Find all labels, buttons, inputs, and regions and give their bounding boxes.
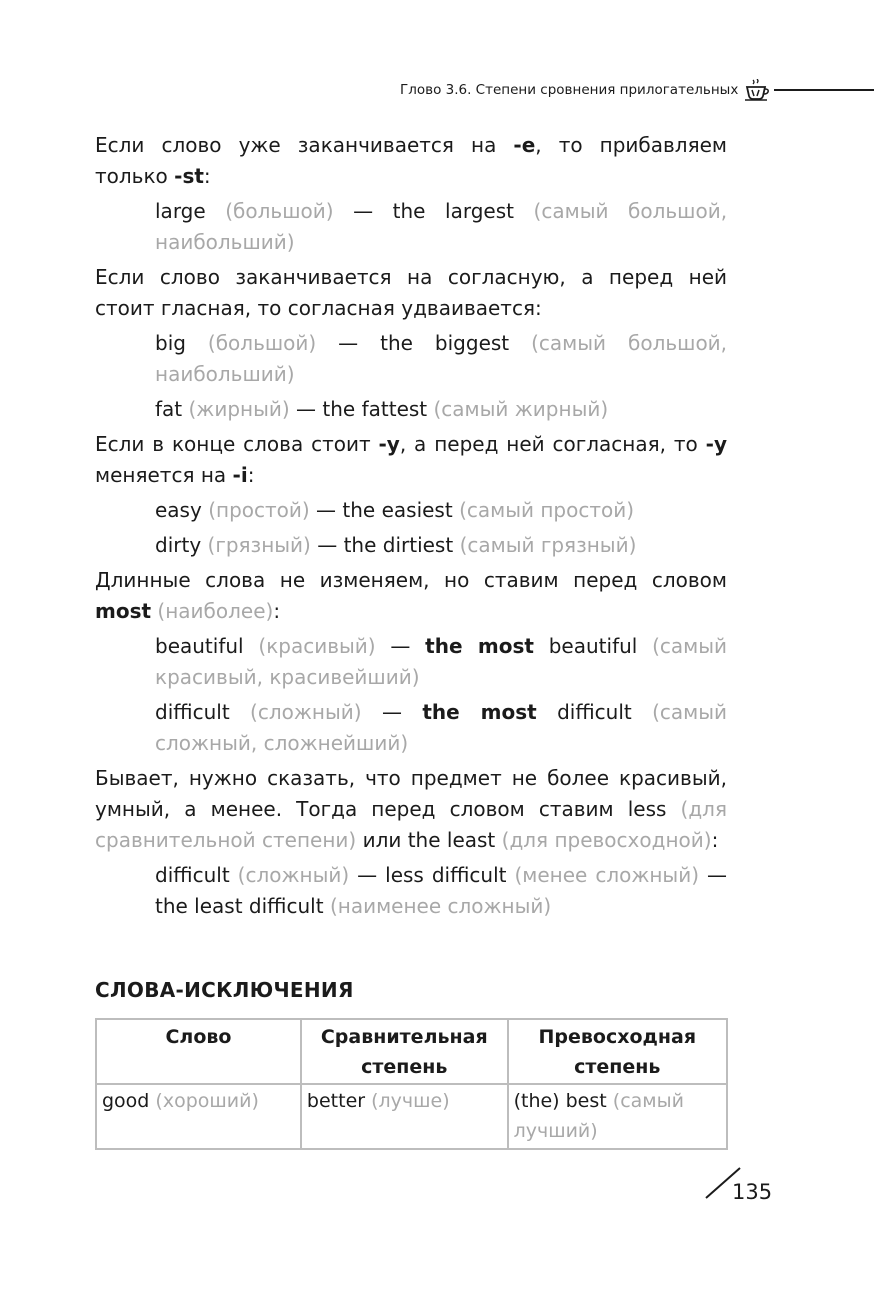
rule-paragraph: Если слово заканчивается на согласную, а перед ней стоит гласная, то согласная удваивается: [95,265,727,320]
table-header-row [96,1019,727,1084]
example: difficult (сложный) — the most difficult (самый сложный, сложнейший) [155,700,728,755]
column-header: Сравнительная степень [301,1019,508,1084]
rule-paragraph: Бывает, нужно сказать, что предмет не более красивый, умный, а менее. Тогда перед словом ставим less (для сравнительной степени) или the least (для превосходной): [95,766,727,852]
example: big (большой) — the biggest (самый большой, наибольший) [155,331,728,386]
column-header: Слово [96,1019,301,1084]
example: beautiful (красивый) — the most beautiful (самый красивый, красивейший) [155,634,728,689]
example: dirty (грязный) — the dirtiest (самый грязный) [155,533,637,557]
rule-paragraph: Если слово уже заканчивается на -e, то прибавляем только -st: [95,133,728,188]
example: easy (простой) — the easiest (самый простой) [155,498,635,522]
header-rule [774,89,874,91]
section-title: СЛОВА-ИСКЛЮЧЕНИЯ [95,978,354,1002]
page-number: 135 [732,1180,773,1204]
example: difficult (сложный) — less difficult (менее сложный) — the least difficult (наименее сложный) [155,863,728,918]
example: large (большой) — the largest (самый большой, наибольший) [155,199,728,254]
page-number-block [702,1166,772,1212]
rule-paragraph: Если в конце слова стоит -y, а перед ней согласная, то -y меняется на -i: [95,432,728,487]
example: fat (жирный) — the fattest (самый жирный) [155,397,609,421]
table-cell: better (лучше) [301,1084,508,1149]
table-row [96,1084,727,1149]
table-cell: (the) best (самый лучший) [508,1084,727,1149]
header-title: Глово 3.6. Степени сровнения прилогательных [400,82,739,98]
main-content [95,130,727,926]
column-header: Превосходная степень [508,1019,727,1084]
coffee-cup-icon [744,79,770,101]
running-header [400,78,874,102]
exceptions-table [95,1018,728,1150]
rule-paragraph: Длинные слова не изменяем, но ставим перед словом most (наиболее): [95,568,727,623]
table-cell: good (хороший) [96,1084,301,1149]
